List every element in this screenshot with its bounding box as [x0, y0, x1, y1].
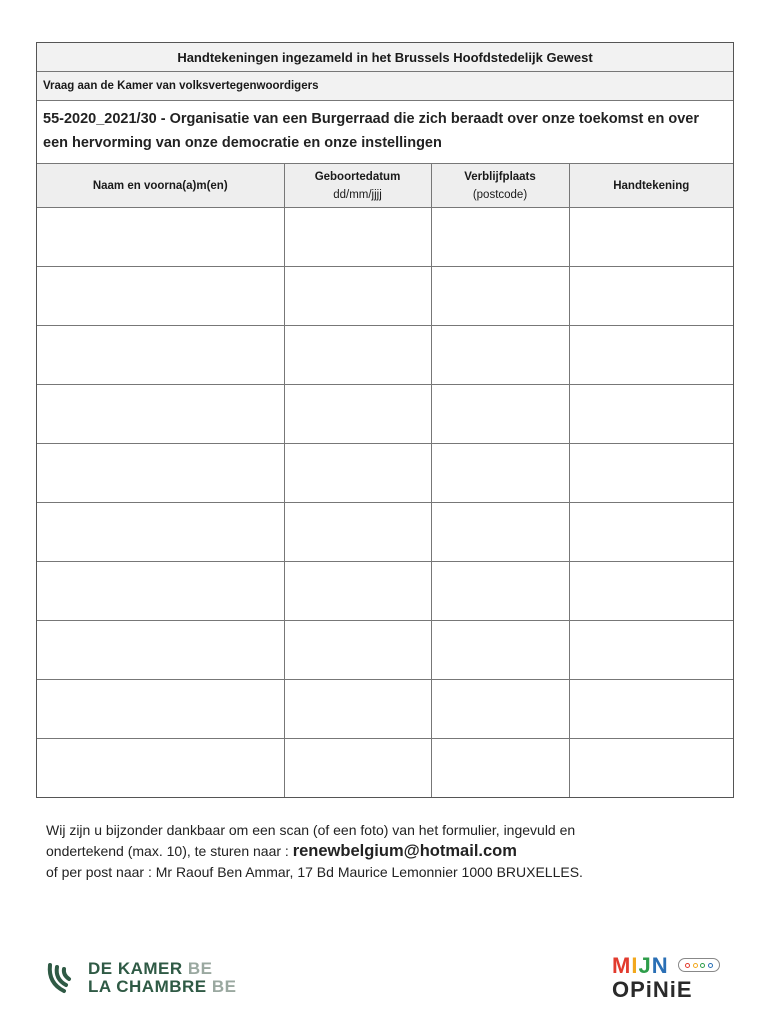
kamer-emblem-icon: [44, 961, 82, 995]
form-subject: 55-2020_2021/30 - Organisatie van een Burgerraad die zich beraadt over onze toekomst en over een hervorming van onze democratie en onze instellingen: [37, 101, 733, 164]
birthdate-cell[interactable]: [284, 444, 431, 503]
table-row: [37, 562, 733, 621]
residence-cell[interactable]: [431, 444, 569, 503]
name-cell[interactable]: [37, 562, 284, 621]
name-cell[interactable]: [37, 444, 284, 503]
column-header-residence: [431, 164, 569, 208]
column-header-name: Naam en voorna(a)m(en): [37, 164, 284, 208]
residence-cell[interactable]: [431, 680, 569, 739]
residence-cell[interactable]: [431, 267, 569, 326]
table-row: [37, 208, 733, 267]
signature-cell[interactable]: [569, 621, 733, 680]
opinie-wordmark: OPiNiE: [612, 977, 693, 1002]
mijn-opinie-logo: [612, 955, 728, 1003]
name-cell[interactable]: [37, 503, 284, 562]
signature-cell[interactable]: [569, 208, 733, 267]
birthdate-cell[interactable]: [284, 739, 431, 798]
signature-rows: [37, 208, 733, 798]
birthdate-cell[interactable]: [284, 208, 431, 267]
residence-label: Verblijfplaats: [464, 170, 536, 183]
name-cell[interactable]: [37, 621, 284, 680]
residence-cell[interactable]: [431, 739, 569, 798]
residence-format: (postcode): [472, 188, 528, 201]
birthdate-cell[interactable]: [284, 326, 431, 385]
kamer-line-fr: LA CHAMBRE BE: [88, 977, 237, 996]
signature-cell[interactable]: [569, 562, 733, 621]
birthdate-format: dd/mm/jjjj: [333, 188, 382, 201]
birthdate-cell[interactable]: [284, 503, 431, 562]
name-cell[interactable]: [37, 326, 284, 385]
residence-cell[interactable]: [431, 562, 569, 621]
birthdate-cell[interactable]: [284, 385, 431, 444]
name-cell[interactable]: [37, 208, 284, 267]
column-header-signature: Handtekening: [569, 164, 733, 208]
name-cell[interactable]: [37, 267, 284, 326]
table-row: [37, 621, 733, 680]
form-title: Handtekeningen ingezameld in het Brussels Hoofdstedelijk Gewest: [37, 43, 733, 72]
table-row: [37, 267, 733, 326]
signature-cell[interactable]: [569, 444, 733, 503]
table-row: [37, 739, 733, 798]
birthdate-cell[interactable]: [284, 562, 431, 621]
instructions-line-3: of per post naar : Mr Raouf Ben Ammar, 17 Bd Maurice Lemonnier 1000 BRUXELLES.: [46, 864, 583, 880]
speech-bubble-icon: [678, 958, 720, 972]
birthdate-label: Geboortedatum: [314, 170, 401, 183]
instructions: [46, 820, 583, 883]
signature-cell[interactable]: [569, 680, 733, 739]
form-question: Vraag aan de Kamer van volksvertegenwoordigers: [37, 72, 733, 101]
signature-table: [37, 164, 733, 797]
kamer-logo: [44, 960, 237, 996]
instructions-line-2-text: ondertekend (max. 10), te sturen naar :: [46, 843, 289, 859]
signature-cell[interactable]: [569, 385, 733, 444]
residence-cell[interactable]: [431, 621, 569, 680]
table-row: [37, 385, 733, 444]
residence-cell[interactable]: [431, 326, 569, 385]
signature-cell[interactable]: [569, 739, 733, 798]
contact-email: renewbelgium@hotmail.com: [292, 842, 517, 860]
instructions-line-1: Wij zijn u bijzonder dankbaar om een scan (of een foto) van het formulier, ingevuld en: [46, 822, 576, 838]
signature-cell[interactable]: [569, 267, 733, 326]
residence-cell[interactable]: [431, 208, 569, 267]
column-header-birthdate: [284, 164, 431, 208]
signature-cell[interactable]: [569, 503, 733, 562]
table-row: [37, 444, 733, 503]
name-cell[interactable]: [37, 739, 284, 798]
signature-form: [36, 42, 734, 798]
mijn-wordmark: MIJN: [612, 953, 669, 978]
table-header-row: [37, 164, 733, 208]
residence-cell[interactable]: [431, 385, 569, 444]
instructions-line-2: [46, 841, 583, 862]
kamer-line-nl: DE KAMER BE: [88, 959, 213, 978]
table-row: [37, 680, 733, 739]
residence-cell[interactable]: [431, 503, 569, 562]
birthdate-cell[interactable]: [284, 267, 431, 326]
table-row: [37, 326, 733, 385]
table-row: [37, 503, 733, 562]
birthdate-cell[interactable]: [284, 621, 431, 680]
name-cell[interactable]: [37, 385, 284, 444]
name-cell[interactable]: [37, 680, 284, 739]
signature-cell[interactable]: [569, 326, 733, 385]
birthdate-cell[interactable]: [284, 680, 431, 739]
